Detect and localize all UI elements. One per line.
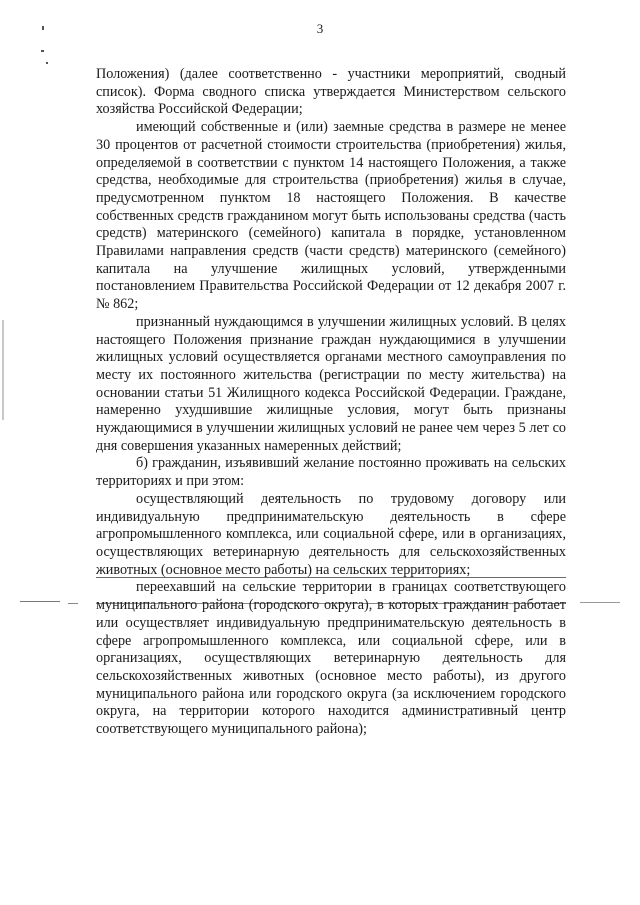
scan-speck (46, 62, 48, 64)
paragraph-own-funds: имеющий собственные и (или) заемные средства в размере не менее 30 процентов от расчетной стоимости строительства (приобретения) жилья, определяемой в соответствии с пунктом 14 настоящего Положения, а также средства, необходимые для строительства (приобретения) жилья в случае, предусмотренном пунктом 18 настоящего Положения. В качестве собственных средств гражданином могут быть использованы средства (часть средств) материнского (семейного) капитала в порядке, установленном Правилами направления средств (части средств) материнского (семейного) капитала на улучшение жилищных условий, утвержденными постановлением Правительства Российской Федерации от 12 декабря 2007 г. № 862; (96, 119, 566, 313)
scan-line-artifact (68, 603, 78, 604)
paragraph-housing-need: признанный нуждающимся в улучшении жилищных условий. В целях настоящего Положения признание граждан нуждающимися в улучшении жилищных условий осуществляется органами местного самоуправления по месту их постоянного жительства (регистрации по месту жительства) на основании статьи 51 Жилищного кодекса Российской Федерации. Граждане, намеренно ухудшившие жилищные условия, могут быть признаны нуждающимися в улучшении жилищных условий не ранее чем через 5 лет со дня совершения указанных намеренных действий; (96, 313, 566, 454)
paragraph-relocation: переехавший на сельские территории в границах соответствующего муниципального района (городского округа), в которых гражданин работает или осуществляет индивидуальную предпринимательскую деятельность в сфере агропромышленного комплекса, или социальной сфере, или в организациях, осуществляющих ветеринарную деятельность для сельскохозяйственных животных (основное место работы), из другого муниципального района или городского округа (за исключением городского округа, на территории которого находится административный центр соответствующего муниципального района); (96, 579, 566, 738)
paragraph-list-definition: Положения) (далее соответственно - участники мероприятий, сводный список). Форма сводного списка утверждается Министерством сельского хозяйства Российской Федерации; (96, 66, 566, 118)
document-body (96, 66, 566, 739)
scan-speck (42, 26, 44, 30)
paragraph-employment: осуществляющий деятельность по трудовому договору или индивидуальную предпринимательскую деятельность в сфере агропромышленного комплекса, или социальной сфере, или в организациях, осуществляющих ветеринарную деятельность для сельскохозяйственных животных (основное место работы) на сельских территориях; (96, 490, 566, 578)
scan-line-artifact (20, 601, 60, 602)
paragraph-item-b: б) гражданин, изъявивший желание постоянно проживать на сельских территориях и при этом: (96, 455, 566, 490)
scan-line-artifact (580, 602, 620, 603)
scan-edge-shadow (2, 320, 4, 420)
page-number: 3 (316, 21, 324, 36)
scan-speck (41, 50, 44, 52)
